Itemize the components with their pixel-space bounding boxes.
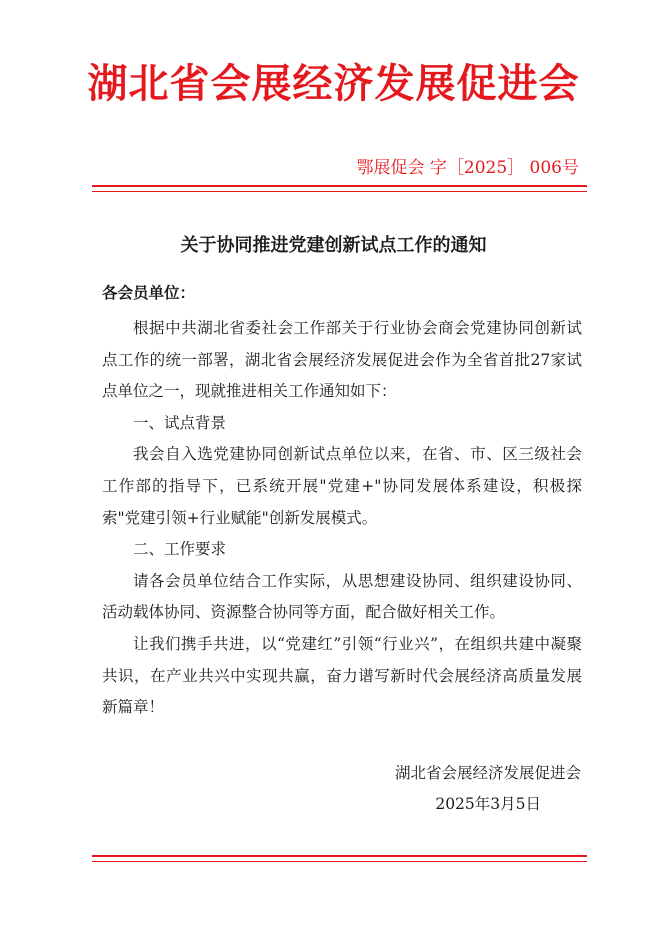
signature-org: 湖北省会展经济发展促进会 xyxy=(394,764,581,782)
section-heading: 一、试点背景 xyxy=(133,413,227,432)
document-body xyxy=(102,313,582,724)
footer-red-rule-thin xyxy=(92,861,587,862)
body-paragraph: 我会自入选党建协同创新试点单位以来，在省、市、区三级社会工作部的指导下，已系统开展"党建+"协同发展体系建设，积极探索"党建引领+行业赋能"创新发展模式。 xyxy=(102,445,582,527)
footer-red-rule-thick xyxy=(92,855,587,857)
org-title: 湖北省会展经济发展促进会 xyxy=(87,60,580,107)
body-paragraph: 请各会员单位结合工作实际，从思想建设协同、组织建设协同、活动载体协同、资源整合协同等方面，配合做好相关工作。 xyxy=(102,571,582,622)
header-red-rule-thick xyxy=(92,185,587,187)
document-title: 关于协同推进党建创新试点工作的通知 xyxy=(180,235,487,256)
closing-paragraph: 让我们携手共进，以“党建红”引领“行业兴”，在组织共建中凝聚共识，在产业共兴中实现共赢，奋力谱写新时代会展经济高质量发展新篇章！ xyxy=(102,634,582,717)
signature-date: 2025年3月5日 xyxy=(435,795,541,813)
section-heading: 二、工作要求 xyxy=(133,540,227,559)
body-paragraph: 根据中共湖北省委社会工作部关于行业协会商会党建协同创新试点工作的统一部署，湖北省会展经济发展促进会作为全省首批27家试点单位之一，现就推进相关工作通知如下： xyxy=(102,319,582,401)
document-number: 鄂展促会 字［2025］ 006号 xyxy=(356,158,579,178)
header-red-rule-thin xyxy=(92,191,587,192)
salutation: 各会员单位： xyxy=(102,284,196,302)
